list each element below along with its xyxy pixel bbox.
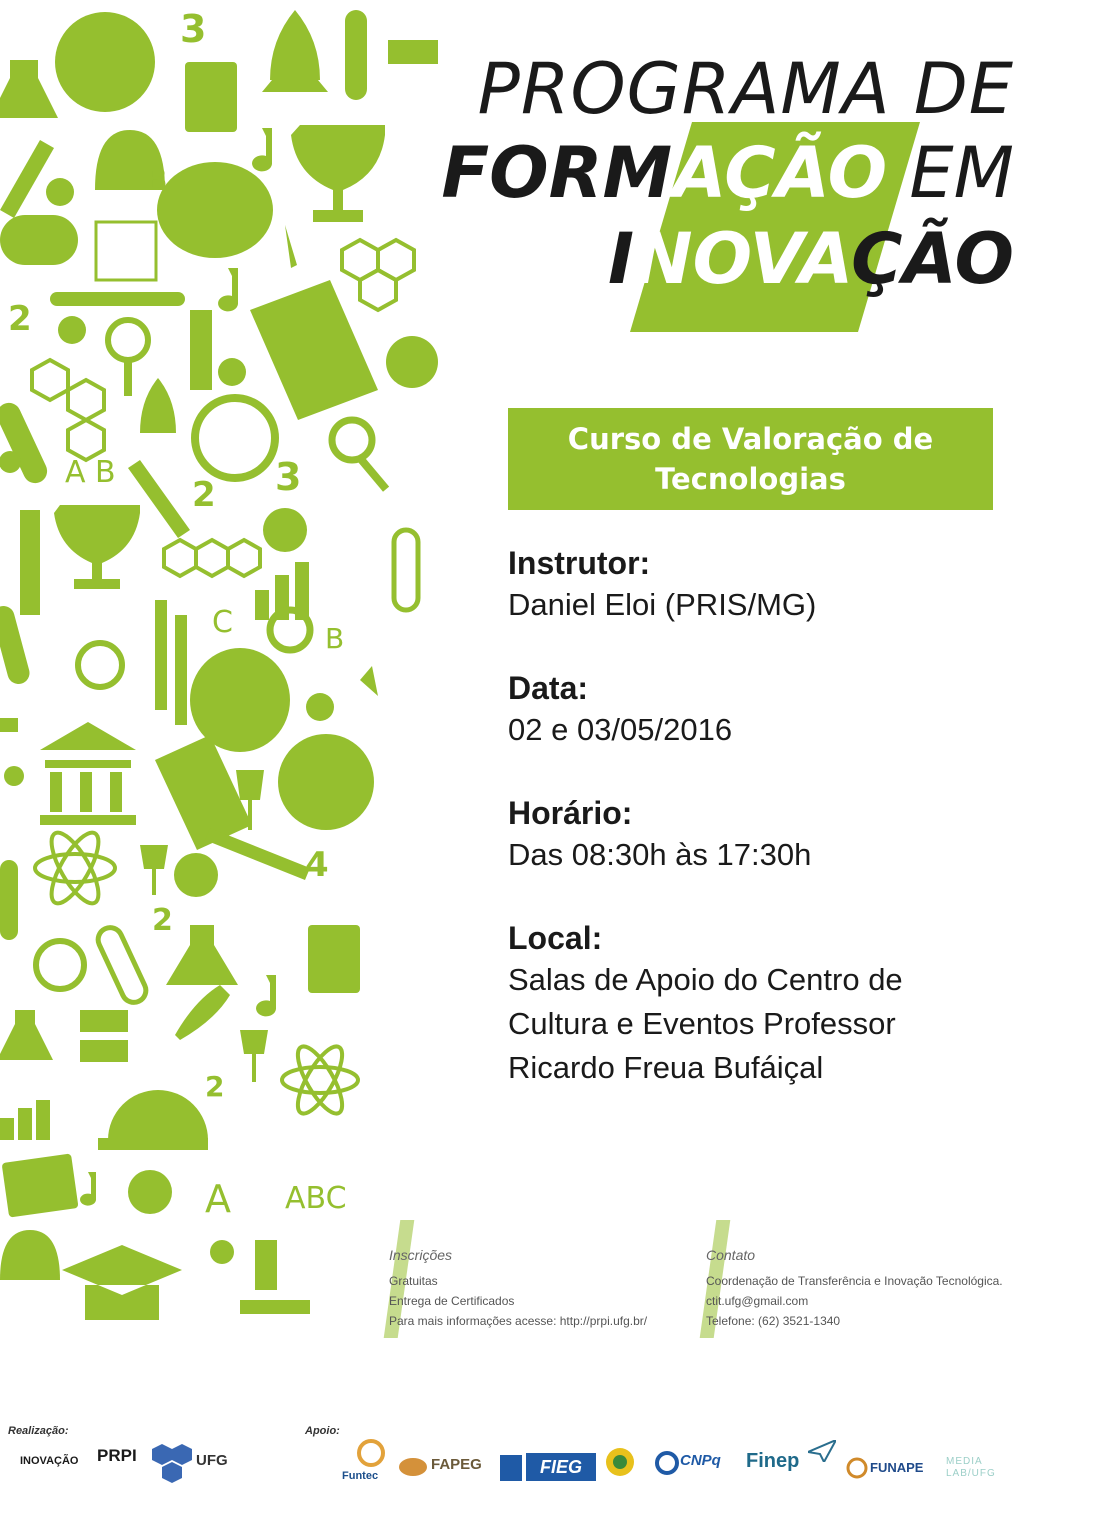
doodle-text: B [147, 163, 168, 198]
rectangle-shape-icon [0, 718, 18, 732]
atom-icon [282, 1067, 358, 1093]
test-tube-icon [0, 399, 51, 487]
logo-prpi: PRPI [97, 1446, 137, 1465]
bar-chart-icon [255, 590, 269, 620]
date-value: 02 e 03/05/2016 [508, 712, 733, 747]
pushpin-icon [140, 845, 168, 895]
doodle-text: B [325, 622, 345, 655]
contact-email[interactable]: ctit.ufg@gmail.com [706, 1294, 809, 1308]
test-tube-icon [94, 924, 150, 1007]
gear-icon [306, 693, 334, 721]
logo-ufg: UFG [196, 1452, 228, 1469]
brush-icon [50, 292, 185, 306]
registration-heading: Inscrições [389, 1247, 453, 1263]
doodle-text: 2 [205, 1070, 225, 1103]
clock-icon [195, 398, 275, 478]
instructor-section [508, 545, 816, 626]
brush-icon [175, 615, 187, 725]
logo-cnpq: CNPq [680, 1452, 721, 1469]
pushpin-icon [210, 1240, 234, 1264]
realizacao-label: Realização: [8, 1425, 69, 1437]
date-section [508, 670, 732, 751]
palette-icon [157, 162, 273, 258]
title-word-part-highlight: AÇÃO [672, 132, 888, 214]
molecule-icon [164, 540, 260, 576]
gear-icon [4, 766, 24, 786]
calculator-icon [185, 62, 237, 132]
molecule-icon [32, 360, 104, 460]
title-block [441, 40, 1070, 340]
lightbulb-icon [36, 941, 84, 989]
doodle-text: 2 [192, 475, 216, 515]
contact-line: Coordenação de Transferência e Inovação Tecnológica. [706, 1274, 1003, 1288]
pushpin-icon [240, 1030, 268, 1082]
doodle-text: C [212, 605, 233, 640]
trophy-icon [291, 125, 385, 222]
title-word-part: FORM [441, 132, 673, 214]
magnifier-icon [270, 610, 310, 650]
magnifier-handle-icon [124, 358, 132, 396]
apple-icon [174, 853, 218, 897]
course-name-line: Tecnologias [655, 462, 846, 496]
globe-icon [278, 734, 374, 830]
rectangle-shape-icon [80, 1010, 128, 1032]
ufg-logo-icon [150, 1442, 194, 1486]
rocket-icon [140, 378, 176, 433]
music-note-icon [256, 975, 276, 1016]
logo-funtec: Funtec [342, 1470, 379, 1482]
logo-fieg: FIEG [526, 1453, 596, 1481]
fieg-logo-icon [500, 1455, 522, 1481]
pencil-icon [0, 140, 54, 218]
rocket-icon [262, 10, 328, 92]
place-value: Cultura e Eventos Professor [508, 1006, 896, 1041]
logo-funape: FUNAPE [870, 1460, 924, 1475]
apple-icon [263, 508, 307, 552]
registration-link[interactable]: Para mais informações acesse: http://prpi.ufg.br/ [389, 1314, 648, 1328]
music-note-icon [252, 128, 272, 171]
palette-icon [190, 648, 290, 752]
course-name-box [508, 408, 993, 510]
ruler-icon [98, 1138, 208, 1150]
pencil-icon [128, 460, 190, 538]
flask-icon [0, 60, 58, 118]
title-word-part-highlight: NOVA [634, 218, 852, 300]
place-value: Ricardo Freua Bufáiçal [508, 1050, 824, 1085]
line-chart-icon [96, 222, 156, 280]
title-line-3 [608, 218, 1014, 300]
gear-icon [0, 451, 21, 473]
flask-icon [0, 1010, 53, 1060]
funtec-logo-icon [356, 1438, 386, 1468]
trophy-icon [54, 505, 140, 589]
place-label: Local: [508, 920, 603, 956]
notepad-icon [2, 1153, 79, 1217]
calculator-icon [308, 925, 360, 993]
registration-line: Gratuitas [389, 1274, 438, 1288]
sun-logo-icon [600, 1440, 640, 1484]
doodle-text: 2 [8, 299, 32, 339]
magnifier-handle-icon [357, 456, 389, 492]
contact-heading: Contato [706, 1247, 756, 1263]
logo-finep: Finep [746, 1450, 800, 1472]
doodle-text: 3 [180, 7, 207, 51]
education-icons-pattern [0, 0, 470, 1370]
apple-icon [386, 336, 438, 388]
doodle-text: 2 [152, 903, 173, 938]
molecule-icon [342, 240, 414, 310]
pencil-icon [20, 510, 40, 615]
rectangle-shape-icon [388, 40, 438, 64]
music-note-icon [80, 1172, 96, 1206]
course-name-line: Curso de Valoração de [567, 422, 934, 456]
title-word-part: EM [887, 132, 1014, 214]
logo-fapeg: FAPEG [431, 1456, 482, 1473]
registration-section [389, 1245, 647, 1331]
title-word-part: ÇÃO [851, 218, 1014, 300]
title-line-1: PROGRAMA DE [477, 48, 1014, 130]
title-word-part: I [608, 218, 635, 300]
apple-icon [128, 1170, 172, 1214]
contact-phone: Telefone: (62) 3521-1340 [706, 1314, 841, 1328]
compass-icon [285, 225, 297, 268]
bar-chart-icon [18, 1108, 32, 1140]
date-label: Data: [508, 670, 589, 706]
speech-bubble-icon [0, 215, 78, 265]
cnpq-logo-icon [654, 1450, 680, 1476]
gear-icon [58, 316, 86, 344]
doodle-text: 3 [275, 455, 302, 499]
logo-media-lab: MEDIA LAB/UFG [946, 1456, 996, 1479]
bell-icon [0, 1230, 60, 1280]
place-section [508, 920, 903, 1089]
funape-logo-icon [846, 1457, 868, 1479]
title-line-2 [441, 132, 1014, 214]
rectangle-shape-icon [80, 1040, 128, 1062]
bar-chart-icon [0, 1118, 14, 1140]
doodle-text: A [205, 1177, 231, 1221]
registration-line: Entrega de Certificados [389, 1294, 515, 1308]
test-tube-icon [0, 604, 32, 687]
logo-inovacao: INOVAÇÃO [20, 1455, 79, 1467]
bar-chart-icon [36, 1100, 50, 1140]
pencil-icon [190, 310, 212, 390]
bank-building-icon [40, 722, 136, 825]
test-tube-icon [345, 10, 367, 100]
globe-icon [55, 12, 155, 112]
protractor-icon [108, 1090, 208, 1140]
place-value: Salas de Apoio do Centro de [508, 962, 903, 997]
doodle-text: A B [65, 455, 116, 490]
time-label: Horário: [508, 795, 633, 831]
instructor-value: Daniel Eloi (PRIS/MG) [508, 587, 817, 622]
gear-icon [46, 178, 74, 206]
instructor-label: Instrutor: [508, 545, 651, 581]
doodle-text: 4 [305, 845, 329, 885]
microscope-icon [240, 1240, 310, 1314]
graduation-cap-icon [62, 1245, 182, 1320]
test-tube-icon [0, 860, 18, 940]
contact-section [706, 1245, 1003, 1331]
doodle-text: ABC [285, 1181, 347, 1216]
document-icon [155, 735, 252, 850]
test-tube-icon [394, 530, 418, 610]
pen-nib-icon [360, 666, 378, 696]
brush-icon [155, 600, 167, 710]
time-section [508, 795, 811, 876]
gear-icon [218, 358, 246, 386]
fapeg-logo-icon [398, 1456, 428, 1478]
pencil-icon [205, 828, 310, 880]
atom-icon [35, 854, 115, 882]
apoio-label: Apoio: [305, 1425, 340, 1437]
flask-icon [166, 925, 238, 985]
time-value: Das 08:30h às 17:30h [508, 837, 812, 872]
paper-plane-icon [808, 1440, 836, 1462]
rocket-icon [175, 985, 230, 1040]
magnifier-icon [108, 320, 148, 360]
lightbulb-icon [78, 643, 122, 687]
music-note-icon [218, 268, 238, 311]
magnifier-icon [332, 420, 372, 460]
